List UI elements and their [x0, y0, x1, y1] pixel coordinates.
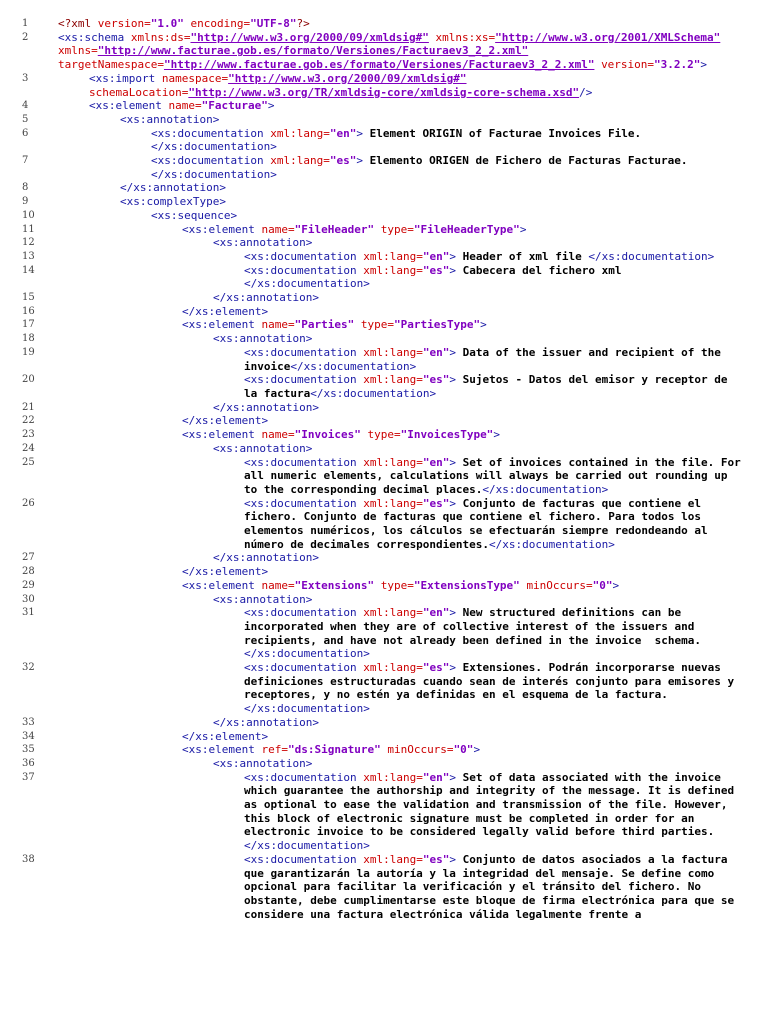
- xml-tag-token: </xs:documentation>: [151, 167, 277, 181]
- xml-tag-token: [720, 31, 727, 44]
- code-line: [0, 401, 768, 415]
- line-number: 29: [22, 579, 35, 591]
- xml-url-token[interactable]: "http://www.w3.org/2000/09/xmldsig#": [190, 30, 429, 44]
- code-text: [58, 305, 768, 319]
- xml-tag-token: </xs:documentation>: [244, 839, 370, 853]
- xml-tag-token: >: [267, 99, 275, 113]
- xml-attribute-token: targetNamespace=: [58, 58, 164, 72]
- xml-tag-token: <xs:sequence>: [151, 208, 238, 222]
- line-number: 37: [22, 771, 35, 783]
- line-number: 25: [22, 456, 35, 468]
- xml-value-token: "Extensions": [294, 578, 375, 592]
- xml-tag-token: <xs:element: [89, 99, 169, 113]
- xml-tag-token: <xs:element: [182, 578, 262, 592]
- line-number: 16: [22, 305, 35, 317]
- xml-tag-token: </xs:documentation>: [588, 249, 715, 263]
- line-number: 17: [22, 319, 35, 331]
- xml-tag-token: </xs:element>: [182, 729, 269, 743]
- xml-value-token: "en": [422, 455, 450, 469]
- code-line: [0, 209, 768, 223]
- xml-value-token: "ExtensionsType": [413, 578, 520, 592]
- xml-tag-token: [467, 72, 474, 85]
- code-line: [0, 291, 768, 305]
- line-number: 24: [22, 442, 35, 454]
- xml-value-token: "FileHeader": [294, 222, 375, 236]
- line-number: 32: [22, 662, 35, 674]
- xml-attribute-token: ref=: [261, 743, 288, 757]
- xml-url-token[interactable]: "http://www.w3.org/2001/XMLSchema": [495, 30, 721, 44]
- code-text: [58, 497, 768, 552]
- xml-value-token: "en": [422, 345, 450, 359]
- code-line: [0, 250, 768, 264]
- code-line: [0, 195, 768, 209]
- xml-attribute-token: xmlns=: [58, 44, 98, 58]
- xml-tag-token: [354, 318, 361, 331]
- xml-attribute-token: minOccurs=: [387, 743, 454, 757]
- xml-tag-token: >: [473, 743, 481, 757]
- xml-attribute-token: type=: [367, 428, 401, 442]
- code-line: [0, 127, 768, 154]
- code-text: [58, 551, 768, 565]
- xml-tag-token: <xs:documentation: [244, 455, 364, 469]
- code-line: [0, 771, 768, 853]
- xml-value-token: "Parties": [294, 318, 355, 332]
- line-number: 28: [22, 566, 35, 578]
- xml-value-token: "es": [422, 661, 450, 675]
- code-line: [0, 305, 768, 319]
- xml-tag-token: </xs:documentation>: [244, 277, 370, 291]
- line-number: 12: [22, 237, 35, 249]
- xml-tag-token: </xs:element>: [182, 414, 269, 428]
- xml-tag-token: <xs:documentation: [244, 852, 364, 866]
- xml-attribute-token: name=: [261, 428, 295, 442]
- xml-tag-token: [429, 31, 436, 44]
- xml-tag-token: </xs:element>: [182, 304, 269, 318]
- line-number: 5: [22, 113, 29, 125]
- xml-attribute-token: xml:lang=: [363, 345, 423, 359]
- xml-attribute-token: name=: [168, 99, 202, 113]
- code-line: [0, 223, 768, 237]
- code-line: [0, 414, 768, 428]
- xml-tag-token: >: [449, 606, 456, 620]
- xml-attribute-token: name=: [261, 578, 295, 592]
- code-line: [0, 236, 768, 250]
- documentation-text: Elemento ORIGEN de Fichero de Facturas Facturae.: [362, 154, 688, 168]
- xml-attribute-token: xmlns:ds=: [130, 30, 191, 44]
- xml-tag-token: </xs:documentation>: [151, 140, 277, 154]
- line-number: 20: [22, 374, 35, 386]
- xml-tag-token: >: [449, 455, 456, 469]
- documentation-text: Cabecera del fichero xml: [455, 263, 629, 277]
- xml-tag-token: >: [449, 852, 456, 866]
- xml-tag-token: <xs:complexType>: [120, 195, 226, 209]
- code-text: [58, 154, 768, 181]
- xml-attribute-token: xml:lang=: [363, 249, 423, 263]
- line-number: 36: [22, 757, 35, 769]
- xml-value-token: "es": [422, 373, 450, 387]
- xml-attribute-token: name=: [261, 222, 295, 236]
- xml-url-token[interactable]: "http://www.w3.org/2000/09/xmldsig#": [228, 71, 467, 85]
- code-line: [0, 346, 768, 373]
- code-text: [58, 332, 768, 346]
- xml-tag-token: <xs:annotation>: [213, 592, 313, 606]
- xml-value-token: "en": [422, 770, 450, 784]
- line-number: 38: [22, 853, 35, 865]
- code-line: [0, 17, 768, 31]
- xml-attribute-token: name=: [261, 318, 295, 332]
- xml-attribute-token: xml:lang=: [363, 373, 423, 387]
- xml-tag-token: <xs:documentation: [244, 770, 364, 784]
- xml-tag-token: <xs:annotation>: [120, 112, 220, 126]
- xml-tag-token: </xs:documentation>: [482, 482, 609, 496]
- code-text: [58, 99, 768, 113]
- xml-code-listing: [0, 17, 768, 921]
- code-line: [0, 661, 768, 716]
- xml-tag-token: >: [356, 154, 363, 168]
- xml-attribute-token: xml:lang=: [363, 496, 423, 510]
- xml-attribute-token: type=: [380, 222, 414, 236]
- code-text: [58, 428, 768, 442]
- line-number: 9: [22, 196, 29, 208]
- xml-tag-token: </xs:annotation>: [213, 551, 319, 565]
- line-number: 7: [22, 155, 29, 167]
- xml-value-token: "ds:Signature": [287, 743, 381, 757]
- xml-tag-token: [528, 44, 535, 57]
- xml-value-token: "en": [422, 606, 450, 620]
- xml-tag-token: <xs:annotation>: [213, 756, 313, 770]
- code-line: [0, 318, 768, 332]
- code-line: [0, 579, 768, 593]
- code-line: [0, 181, 768, 195]
- code-line: [0, 716, 768, 730]
- line-number: 2: [22, 31, 29, 43]
- xml-tag-token: <xs:documentation: [244, 263, 364, 277]
- xml-tag-token: >: [449, 770, 456, 784]
- xml-tag-token: <xs:element: [182, 428, 262, 442]
- xml-tag-token: >: [480, 318, 487, 332]
- xml-attribute-token: encoding=: [190, 17, 251, 30]
- xml-url-token[interactable]: "http://www.facturae.gob.es/formato/Versiones/Facturaev3_2_2.xml": [163, 58, 595, 72]
- xml-tag-token: >: [612, 578, 620, 592]
- code-text: [58, 579, 768, 593]
- code-line: [0, 551, 768, 565]
- xml-tag-token: <xs:schema: [58, 30, 131, 44]
- code-text: [58, 565, 768, 579]
- xml-attribute-token: xml:lang=: [270, 154, 330, 168]
- code-line: [0, 332, 768, 346]
- code-text: [58, 442, 768, 456]
- xml-tag-token: <xs:documentation: [151, 154, 271, 168]
- code-text: [58, 401, 768, 415]
- xml-value-token: "0": [592, 578, 613, 592]
- code-line: [0, 99, 768, 113]
- xml-tag-token: <xs:documentation: [244, 606, 364, 620]
- xml-tag-token: >: [449, 345, 456, 359]
- xml-value-token: "Invoices": [294, 428, 361, 442]
- code-text: [58, 373, 768, 400]
- code-text: [58, 853, 768, 922]
- code-text: [58, 291, 768, 305]
- code-line: [0, 154, 768, 181]
- line-number: 19: [22, 346, 35, 358]
- line-number: 18: [22, 333, 35, 345]
- line-number: 26: [22, 497, 35, 509]
- xml-value-token: "es": [329, 154, 357, 168]
- xml-declaration-token: <?xml: [58, 17, 98, 30]
- code-line: [0, 730, 768, 744]
- code-line: [0, 428, 768, 442]
- code-text: [58, 346, 768, 373]
- xml-value-token: "es": [422, 852, 450, 866]
- line-number: 10: [22, 209, 35, 221]
- xml-value-token: "en": [422, 249, 450, 263]
- code-text: [58, 318, 768, 332]
- code-line: [0, 113, 768, 127]
- xml-tag-token: </xs:documentation>: [489, 537, 615, 551]
- code-text: [58, 743, 768, 757]
- xml-tag-token: >: [519, 222, 527, 236]
- xml-tag-token: >: [449, 373, 456, 387]
- xml-value-token: "es": [422, 496, 450, 510]
- line-number: 27: [22, 552, 35, 564]
- xml-tag-token: <xs:annotation>: [213, 441, 313, 455]
- xml-attribute-token: minOccurs=: [526, 578, 593, 592]
- line-number: 34: [22, 730, 35, 742]
- line-number: 31: [22, 607, 35, 619]
- xml-tag-token: <xs:documentation: [244, 249, 364, 263]
- code-line: [0, 593, 768, 607]
- code-text: [58, 716, 768, 730]
- xml-attribute-token: type=: [360, 318, 394, 332]
- code-text: [58, 17, 768, 31]
- xml-attribute-token: xml:lang=: [270, 126, 330, 140]
- code-line: [0, 497, 768, 552]
- documentation-text: Set of invoices contained in the file. For all numeric elements, calculations will always be carried out rounding up to the corresponding decimal places.: [244, 455, 748, 496]
- xml-tag-token: <xs:documentation: [244, 345, 364, 359]
- xml-tag-token: >: [449, 263, 456, 277]
- xml-value-token: "UTF-8": [250, 17, 297, 30]
- code-text: [58, 771, 768, 853]
- xml-tag-token: <xs:documentation: [151, 126, 271, 140]
- line-number: 13: [22, 250, 35, 262]
- code-text: [58, 209, 768, 223]
- code-line: [0, 373, 768, 400]
- xml-tag-token: >: [700, 58, 708, 72]
- xml-tag-token: >: [449, 661, 456, 675]
- code-text: [58, 264, 768, 291]
- line-number: 14: [22, 264, 35, 276]
- documentation-text: Header of xml file: [455, 249, 589, 263]
- code-text: [58, 593, 768, 607]
- documentation-text: Conjunto de datos asociados a la factura que garantizarán la autoría y la integridad del mensaje. Se define como opcional para facilitar la verificación y el tránsito del fichero. No obstante, debe cumplimentarse este bloque de firma electrónica para que se considere una factura electrónica válida legalmente frente a: [244, 852, 741, 921]
- xml-value-token: "es": [422, 263, 450, 277]
- xml-attribute-token: version=: [601, 58, 655, 72]
- xml-attribute-token: type=: [380, 578, 414, 592]
- xml-tag-token: />: [579, 85, 593, 99]
- code-text: [58, 250, 768, 264]
- xml-tag-token: </xs:annotation>: [213, 715, 319, 729]
- xml-url-token[interactable]: "http://www.w3.org/TR/xmldsig-core/xmldsig-core-schema.xsd": [188, 85, 580, 99]
- xml-tag-token: </xs:documentation>: [310, 386, 437, 400]
- xml-tag-token: <xs:documentation: [244, 496, 364, 510]
- xml-tag-token: <xs:documentation: [244, 661, 364, 675]
- code-text: [58, 195, 768, 209]
- xml-attribute-token: schemaLocation=: [89, 85, 189, 99]
- line-number: 35: [22, 744, 35, 756]
- xml-tag-token: >: [493, 428, 500, 442]
- code-text: [58, 606, 768, 661]
- xml-value-token: "3.2.2": [654, 58, 701, 72]
- xml-tag-token: </xs:annotation>: [213, 291, 319, 305]
- xml-declaration-token: ?>: [296, 17, 310, 30]
- xml-tag-token: >: [449, 249, 456, 263]
- code-text: [58, 757, 768, 771]
- code-line: [0, 757, 768, 771]
- xml-attribute-token: version=: [97, 17, 151, 30]
- line-number: 33: [22, 716, 35, 728]
- code-text: [58, 181, 768, 195]
- xml-tag-token: </xs:annotation>: [213, 400, 319, 414]
- code-line: [0, 456, 768, 497]
- line-number: 11: [22, 223, 35, 235]
- xml-tag-token: </xs:documentation>: [244, 647, 370, 661]
- xml-tag-token: <xs:documentation: [244, 373, 364, 387]
- xml-value-token: "en": [329, 126, 357, 140]
- line-number: 6: [22, 127, 29, 139]
- line-number: 30: [22, 593, 35, 605]
- line-number: 23: [22, 429, 35, 441]
- xml-tag-token: [374, 223, 381, 236]
- line-number: 21: [22, 401, 35, 413]
- xml-attribute-token: namespace=: [161, 71, 229, 85]
- code-text: [58, 72, 768, 99]
- code-line: [0, 72, 768, 99]
- code-line: [0, 565, 768, 579]
- code-text: [58, 236, 768, 250]
- xml-tag-token: <xs:annotation>: [213, 332, 313, 346]
- line-number: 8: [22, 182, 29, 194]
- xml-attribute-token: xml:lang=: [363, 661, 423, 675]
- xml-value-token: "1.0": [150, 17, 184, 30]
- xml-value-token: "PartiesType": [393, 318, 481, 332]
- xml-tag-token: </xs:documentation>: [290, 359, 417, 373]
- code-line: [0, 853, 768, 922]
- documentation-text: Element ORIGIN of Facturae Invoices File.: [362, 126, 642, 140]
- xml-tag-token: >: [356, 126, 363, 140]
- xml-attribute-token: xml:lang=: [363, 455, 423, 469]
- code-text: [58, 456, 768, 497]
- line-number: 22: [22, 415, 35, 427]
- code-line: [0, 743, 768, 757]
- line-number: 1: [22, 18, 29, 29]
- code-text: [58, 730, 768, 744]
- documentation-text: Data of the issuer and recipient of the invoice: [244, 345, 728, 373]
- documentation-text: Sujetos - Datos del emisor y receptor de la factura: [244, 373, 735, 400]
- code-text: [58, 31, 768, 72]
- documentation-text: Set of data associated with the invoice which guarantee the authorship and integrity of the message. It is defined as optional to ease the validation and transmission of the file. However, this block of electronic signature must be completed in order for an electronic invoice to be considered legally valid before third parties.: [244, 770, 741, 839]
- xml-tag-token: <xs:element: [182, 743, 262, 757]
- xml-value-token: "InvoicesType": [400, 428, 494, 442]
- xml-url-token[interactable]: "http://www.facturae.gob.es/formato/Versiones/Facturaev3_2_2.xml": [97, 44, 529, 58]
- xml-tag-token: <xs:element: [182, 222, 262, 236]
- documentation-text: New structured definitions can be incorporated when they are of collective interest of the issuers and recipients, and have not already been defined in the invoice schema.: [244, 606, 701, 647]
- xml-attribute-token: xmlns:xs=: [435, 30, 496, 44]
- xml-tag-token: </xs:element>: [182, 565, 269, 579]
- xml-tag-token: <xs:annotation>: [213, 236, 313, 250]
- xml-attribute-token: xml:lang=: [363, 263, 423, 277]
- code-line: [0, 264, 768, 291]
- xml-tag-token: </xs:documentation>: [244, 702, 370, 716]
- code-text: [58, 113, 768, 127]
- xml-value-token: "FileHeaderType": [413, 222, 520, 236]
- documentation-text: Extensiones. Podrán incorporarse nuevas definiciones estructuradas cuando sean de interés conjunto para emisores y receptores, y no estén ya definidas en el esquema de la factura.: [244, 661, 741, 702]
- xml-tag-token: >: [449, 496, 456, 510]
- code-line: [0, 442, 768, 456]
- xml-attribute-token: xml:lang=: [363, 770, 423, 784]
- xml-attribute-token: xml:lang=: [363, 852, 423, 866]
- xml-tag-token: <xs:import: [89, 71, 162, 85]
- documentation-text: Conjunto de facturas que contiene el fichero. Conjunto de facturas que contiene el fichero. Para todos los elementos numéricos, los cálculos se efectuarán siempre redondeando al número de decimales correspondientes.: [244, 496, 715, 551]
- xml-tag-token: </xs:annotation>: [120, 181, 226, 195]
- code-text: [58, 661, 768, 716]
- line-number: 3: [22, 72, 29, 84]
- code-line: [0, 606, 768, 661]
- xml-attribute-token: xml:lang=: [363, 606, 423, 620]
- code-line: [0, 31, 768, 72]
- code-text: [58, 127, 768, 154]
- code-text: [58, 223, 768, 237]
- line-number: 15: [22, 292, 35, 304]
- code-text: [58, 414, 768, 428]
- xml-value-token: "Facturae": [201, 99, 268, 113]
- xml-tag-token: <xs:element: [182, 318, 262, 332]
- xml-value-token: "0": [453, 743, 474, 757]
- line-number: 4: [22, 100, 29, 112]
- xml-tag-token: [374, 579, 381, 592]
